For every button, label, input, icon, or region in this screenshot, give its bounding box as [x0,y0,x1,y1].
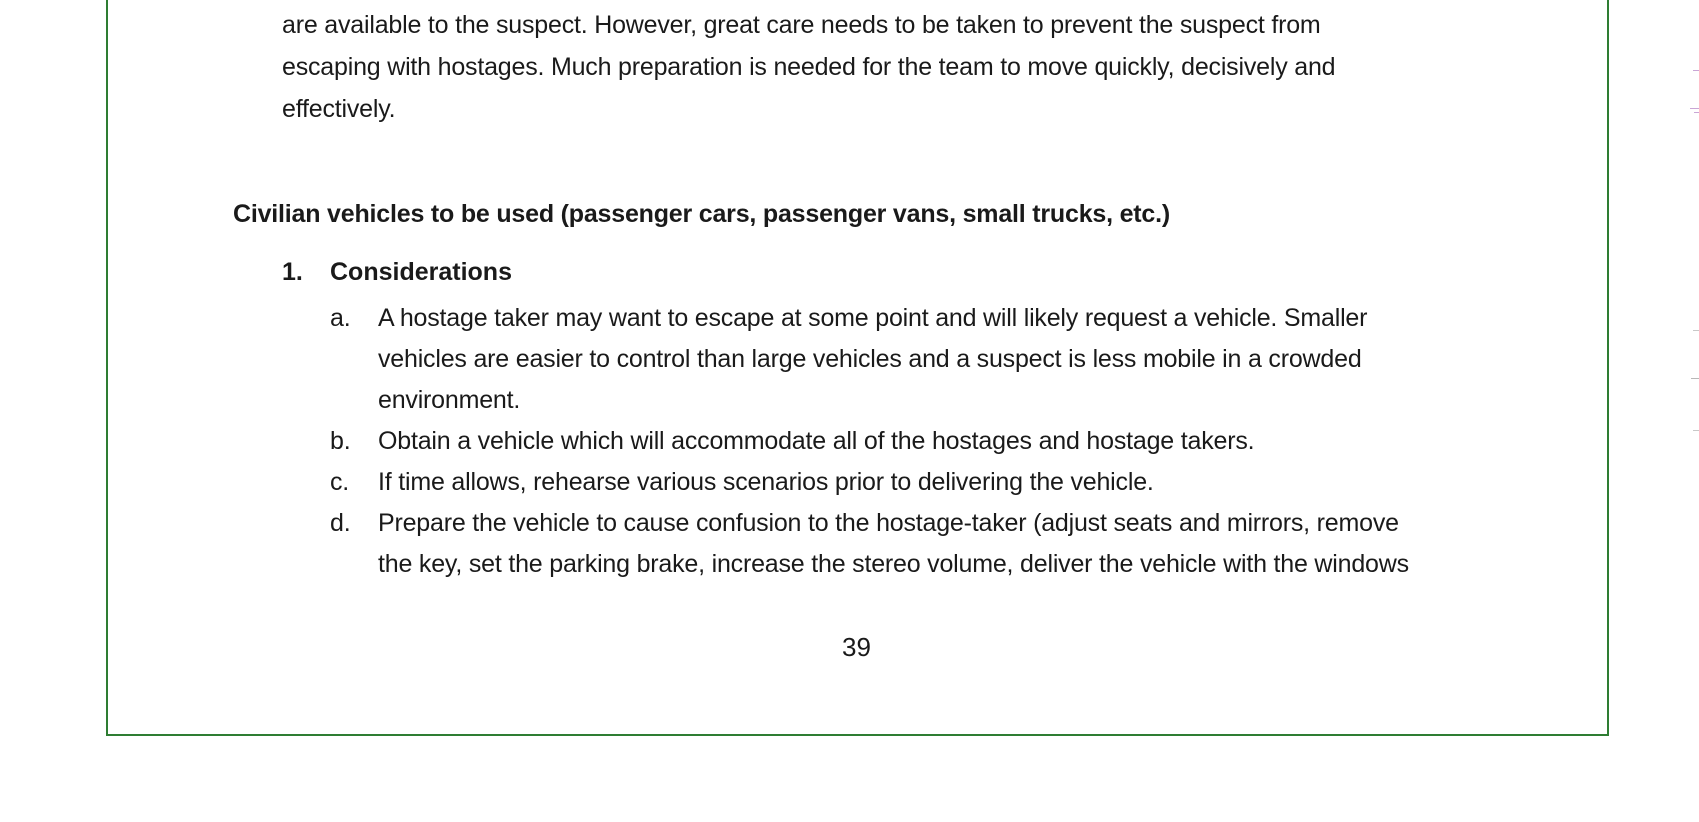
list-item-line: the key, set the parking brake, increase the stereo volume, deliver the vehicle with the windows [378,550,1409,578]
list-marker: d. [330,509,351,537]
list-item [330,503,1409,585]
intro-line: are available to the suspect. However, great care needs to be taken to prevent the suspect from [282,11,1321,39]
scan-mark [1694,112,1699,113]
scan-edge-marks [1689,0,1699,460]
section-heading: Civilian vehicles to be used (passenger cars, passenger vans, small trucks, etc.) [233,200,1170,228]
list-marker: c. [330,468,350,496]
intro-line: effectively. [282,95,396,123]
list-item [330,298,1409,421]
considerations-heading [282,258,512,287]
section-title: Considerations [330,258,512,286]
list-item-line: A hostage taker may want to escape at some point and will likely request a vehicle. Smaller [378,304,1368,332]
list-item-line: Prepare the vehicle to cause confusion to the hostage-taker (adjust seats and mirrors, remove [378,509,1399,537]
list-item-line: If time allows, rehearse various scenarios prior to delivering the vehicle. [378,468,1154,496]
list-item [330,421,1409,462]
list-marker: b. [330,427,351,455]
scan-mark [1693,70,1699,71]
list-marker: a. [330,304,351,332]
scan-mark [1693,330,1699,331]
section-number: 1. [282,258,303,286]
scan-mark [1693,430,1699,431]
list-item-line: environment. [378,386,521,414]
list-item [330,462,1409,503]
page-number: 39 [842,632,871,662]
list-item-line: Obtain a vehicle which will accommodate all of the hostages and hostage takers. [378,427,1255,455]
considerations-list [330,298,1409,585]
intro-paragraph [282,4,1335,130]
scan-mark [1691,378,1699,379]
scan-mark [1690,108,1699,109]
list-item-line: vehicles are easier to control than large vehicles and a suspect is less mobile in a crowded [378,345,1362,373]
intro-line: escaping with hostages. Much preparation is needed for the team to move quickly, decisively and [282,53,1336,81]
